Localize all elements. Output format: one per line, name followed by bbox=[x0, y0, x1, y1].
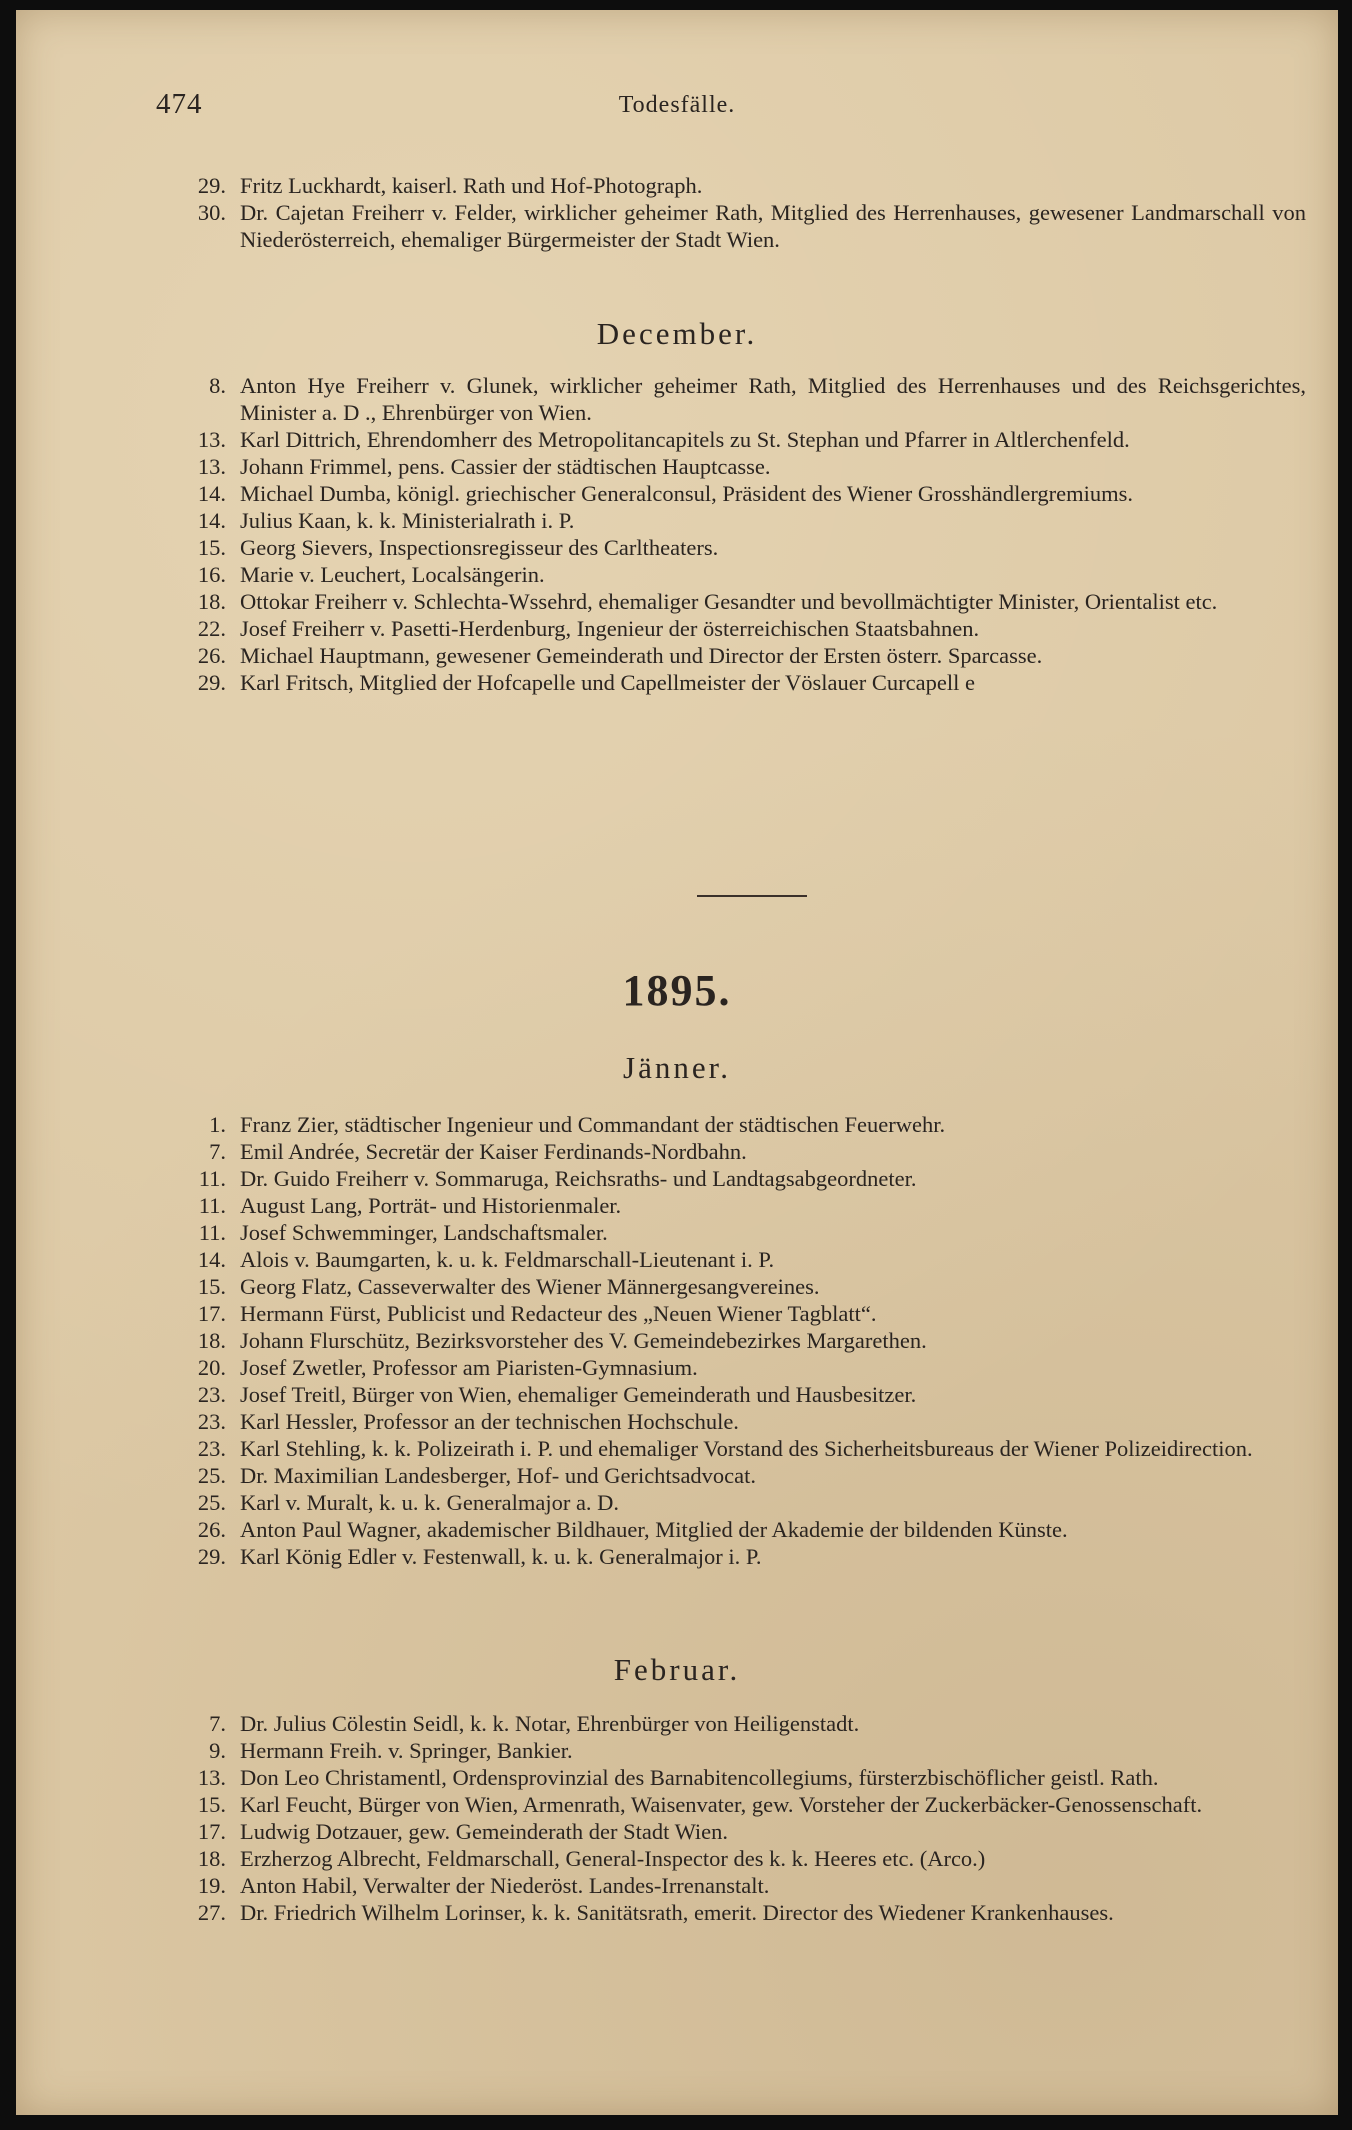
entry-day: 23. bbox=[197, 1409, 226, 1434]
entry-text: Karl Stehling, k. k. Polizeirath i. P. und ehemaliger Vorstand des Sicherheitsbureaus der Wiener Polizeidirection. bbox=[240, 1436, 1253, 1461]
entry-text: Ottokar Freiherr v. Schlechta-Wssehrd, ehemaliger Gesandter und bevollmächtigter Minister, Orientalist etc. bbox=[240, 589, 1218, 614]
entry-text: Josef Schwemminger, Landschaftsmaler. bbox=[240, 1220, 608, 1245]
death-entry bbox=[166, 561, 1306, 588]
entry-text: Emil Andrée, Secretär der Kaiser Ferdinands-Nordbahn. bbox=[240, 1139, 747, 1164]
death-entry bbox=[166, 1246, 1306, 1273]
entry-text: Anton Hye Freiherr v. Glunek, wirklicher geheimer Rath, Mitglied des Herrenhauses und des Reichsgerichtes, Minister a. D ., Ehrenbürger von Wien. bbox=[240, 373, 1306, 425]
entry-text: Karl Hessler, Professor an der technischen Hochschule. bbox=[240, 1409, 739, 1434]
entry-day: 13. bbox=[197, 454, 226, 479]
death-entry bbox=[166, 1435, 1306, 1462]
book-page bbox=[16, 10, 1338, 2115]
entry-text: Julius Kaan, k. k. Ministerialrath i. P. bbox=[240, 508, 575, 533]
entry-text: Franz Zier, städtischer Ingenieur und Commandant der städtischen Feuerwehr. bbox=[240, 1112, 946, 1137]
entry-text: Don Leo Christamentl, Ordensprovinzial des Barnabitencollegiums, fürsterzbischöflicher geistl. Rath. bbox=[240, 1765, 1159, 1790]
entry-text: Dr. Julius Cölestin Seidl, k. k. Notar, Ehrenbürger von Heiligenstadt. bbox=[240, 1711, 860, 1736]
death-entry bbox=[166, 1710, 1306, 1737]
entry-text: Karl Dittrich, Ehrendomherr des Metropolitancapitels zu St. Stephan und Pfarrer in Altlerchenfeld. bbox=[240, 427, 1130, 452]
entry-day: 18. bbox=[197, 1328, 226, 1353]
death-entry bbox=[166, 480, 1306, 507]
death-entry bbox=[166, 1138, 1306, 1165]
entry-day: 14. bbox=[197, 1247, 226, 1272]
februar-list bbox=[166, 1710, 1306, 1926]
entry-day: 20. bbox=[197, 1355, 226, 1380]
entry-day: 26. bbox=[197, 643, 226, 668]
death-entry bbox=[166, 1192, 1306, 1219]
entry-text: Georg Flatz, Casseverwalter des Wiener Männergesangvereines. bbox=[240, 1274, 820, 1299]
entry-text: Hermann Freih. v. Springer, Bankier. bbox=[240, 1738, 573, 1763]
death-entry bbox=[166, 642, 1306, 669]
entry-day: 7. bbox=[209, 1139, 226, 1164]
entry-day: 16. bbox=[197, 562, 226, 587]
jaenner-list bbox=[166, 1111, 1306, 1570]
entry-text: Michael Dumba, königl. griechischer Generalconsul, Präsident des Wiener Grosshändlergremiums. bbox=[240, 481, 1134, 506]
entry-text: Karl Feucht, Bürger von Wien, Armenrath, Waisenvater, gew. Vorsteher der Zuckerbäcker-Genossenschaft. bbox=[240, 1792, 1203, 1817]
entry-day: 25. bbox=[197, 1490, 226, 1515]
entry-text: Josef Treitl, Bürger von Wien, ehemaliger Gemeinderath und Hausbesitzer. bbox=[240, 1382, 917, 1407]
running-title: Todesfälle. bbox=[618, 92, 736, 118]
entry-day: 7. bbox=[209, 1711, 226, 1736]
death-entry bbox=[166, 372, 1306, 426]
entry-day: 11. bbox=[198, 1166, 226, 1191]
death-entry bbox=[166, 1327, 1306, 1354]
death-entry bbox=[166, 1381, 1306, 1408]
entry-text: Johann Flurschütz, Bezirksvorsteher des V. Gemeindebezirkes Margarethen. bbox=[240, 1328, 927, 1353]
death-entry bbox=[166, 1462, 1306, 1489]
entry-day: 15. bbox=[197, 1274, 226, 1299]
entry-text: August Lang, Porträt- und Historienmaler. bbox=[240, 1193, 622, 1218]
death-entry bbox=[166, 1300, 1306, 1327]
entry-text: Dr. Guido Freiherr v. Sommaruga, Reichsraths- und Landtagsabgeordneter. bbox=[240, 1166, 917, 1191]
death-entry bbox=[166, 615, 1306, 642]
death-entry bbox=[166, 1764, 1306, 1791]
entry-day: 22. bbox=[197, 616, 226, 641]
month-heading-december: December. bbox=[596, 316, 758, 351]
death-entry bbox=[166, 1899, 1306, 1926]
month-heading-februar: Februar. bbox=[613, 1652, 741, 1687]
entry-day: 15. bbox=[197, 535, 226, 560]
entry-text: Dr. Maximilian Landesberger, Hof- und Gerichtsadvocat. bbox=[240, 1463, 757, 1488]
death-entry bbox=[166, 1219, 1306, 1246]
entry-day: 27. bbox=[197, 1900, 226, 1925]
entry-text: Josef Zwetler, Professor am Piaristen-Gymnasium. bbox=[240, 1355, 698, 1380]
entry-text: Fritz Luckhardt, kaiserl. Rath und Hof-Photograph. bbox=[240, 173, 703, 198]
death-entry bbox=[166, 1273, 1306, 1300]
entry-day: 1. bbox=[209, 1112, 226, 1137]
entry-day: 29. bbox=[197, 670, 226, 695]
entry-text: Anton Paul Wagner, akademischer Bildhauer, Mitglied der Akademie der bildenden Künste. bbox=[240, 1517, 1068, 1542]
entry-text: Karl v. Muralt, k. u. k. Generalmajor a. D. bbox=[240, 1490, 620, 1515]
entry-text: Georg Sievers, Inspectionsregisseur des Carltheaters. bbox=[240, 535, 719, 560]
page-header bbox=[16, 88, 1338, 124]
entry-text: Josef Freiherr v. Pasetti-Herdenburg, Ingenieur der österreichischen Staatsbahnen. bbox=[240, 616, 980, 641]
death-entry bbox=[166, 172, 1306, 199]
death-entry bbox=[166, 1165, 1306, 1192]
entry-text: Dr. Friedrich Wilhelm Lorinser, k. k. Sanitätsrath, emerit. Director des Wiedener Krankenhauses. bbox=[240, 1900, 1114, 1925]
entry-day: 11. bbox=[198, 1220, 226, 1245]
entry-day: 23. bbox=[197, 1382, 226, 1407]
death-entry bbox=[166, 1354, 1306, 1381]
november-tail-list bbox=[166, 172, 1306, 253]
death-entry bbox=[166, 453, 1306, 480]
death-entry bbox=[166, 1543, 1306, 1570]
entry-text: Erzherzog Albrecht, Feldmarschall, General-Inspector des k. k. Heeres etc. (Arco.) bbox=[240, 1846, 986, 1871]
death-entry bbox=[166, 534, 1306, 561]
entry-day: 29. bbox=[197, 1544, 226, 1569]
death-entry bbox=[166, 1872, 1306, 1899]
entry-day: 18. bbox=[197, 589, 226, 614]
entry-day: 11. bbox=[198, 1193, 226, 1218]
entry-text: Anton Habil, Verwalter der Niederöst. Landes-Irrenanstalt. bbox=[240, 1873, 770, 1898]
entry-day: 14. bbox=[197, 481, 226, 506]
entry-day: 13. bbox=[197, 1765, 226, 1790]
entry-text: Dr. Cajetan Freiherr v. Felder, wirklicher geheimer Rath, Mitglied des Herrenhauses, gewesener Landmarschall von Niederösterreich, ehemaliger Bürgermeister der Stadt Wien. bbox=[240, 200, 1306, 252]
death-entry bbox=[166, 1111, 1306, 1138]
entry-day: 25. bbox=[197, 1463, 226, 1488]
entry-day: 17. bbox=[197, 1819, 226, 1844]
entry-text: Karl König Edler v. Festenwall, k. u. k. Generalmajor i. P. bbox=[240, 1544, 762, 1569]
death-entry bbox=[166, 1818, 1306, 1845]
entry-day: 8. bbox=[209, 373, 226, 398]
entry-day: 17. bbox=[197, 1301, 226, 1326]
death-entry bbox=[166, 1845, 1306, 1872]
death-entry bbox=[166, 1737, 1306, 1764]
death-entry bbox=[166, 1408, 1306, 1435]
death-entry bbox=[166, 1489, 1306, 1516]
entry-text: Ludwig Dotzauer, gew. Gemeinderath der Stadt Wien. bbox=[240, 1819, 729, 1844]
entry-day: 30. bbox=[197, 200, 226, 225]
page-number: 474 bbox=[156, 88, 203, 120]
entry-day: 23. bbox=[197, 1436, 226, 1461]
entry-text: Michael Hauptmann, gewesener Gemeinderath und Director der Ersten österr. Sparcasse. bbox=[240, 643, 1043, 668]
month-heading-jaenner: Jänner. bbox=[623, 1050, 731, 1085]
entry-text: Johann Frimmel, pens. Cassier der städtischen Hauptcasse. bbox=[240, 454, 771, 479]
entry-day: 26. bbox=[197, 1517, 226, 1542]
death-entry bbox=[166, 426, 1306, 453]
section-divider bbox=[697, 895, 807, 897]
entry-day: 19. bbox=[197, 1873, 226, 1898]
death-entry bbox=[166, 1516, 1306, 1543]
entry-day: 13. bbox=[197, 427, 226, 452]
december-list bbox=[166, 372, 1306, 696]
entry-day: 18. bbox=[197, 1846, 226, 1871]
death-entry bbox=[166, 669, 1306, 696]
death-entry bbox=[166, 1791, 1306, 1818]
entry-day: 15. bbox=[197, 1792, 226, 1817]
death-entry bbox=[166, 588, 1306, 615]
year-heading: 1895. bbox=[622, 966, 732, 1015]
entry-text: Marie v. Leuchert, Localsängerin. bbox=[240, 562, 545, 587]
entry-text: Karl Fritsch, Mitglied der Hofcapelle und Capellmeister der Vöslauer Curcapell e bbox=[240, 670, 975, 695]
entry-day: 14. bbox=[197, 508, 226, 533]
death-entry bbox=[166, 507, 1306, 534]
entry-text: Alois v. Baumgarten, k. u. k. Feldmarschall-Lieutenant i. P. bbox=[240, 1247, 775, 1272]
entry-day: 9. bbox=[209, 1738, 226, 1763]
entry-day: 29. bbox=[197, 173, 226, 198]
death-entry bbox=[166, 199, 1306, 253]
entry-text: Hermann Fürst, Publicist und Redacteur des „Neuen Wiener Tagblatt“. bbox=[240, 1301, 877, 1326]
